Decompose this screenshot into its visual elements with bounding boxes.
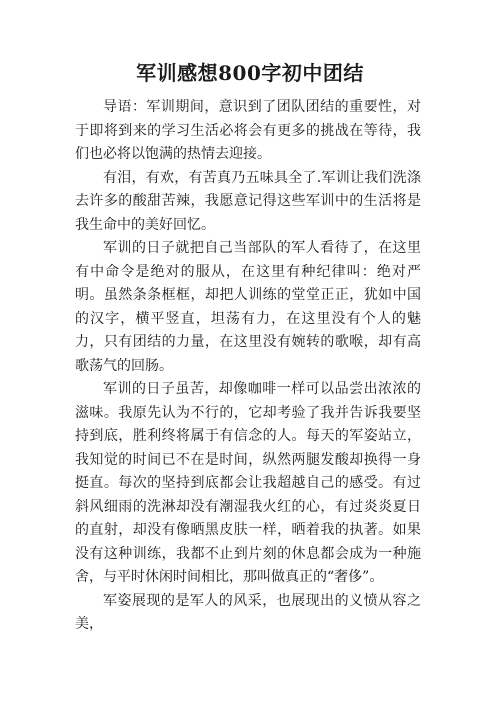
paragraph: 导语：军训期间，意识到了团队团结的重要性，对于即将到来的学习生活必将会有更多的挑战在等待，我们也必将以饱满的热情去迎接。 — [75, 99, 421, 162]
paragraph: 军训的日子虽苦，却像咖啡一样可以品尝出浓浓的滋味。我原先认为不行的，它却考验了我并告诉我要坚持到底，胜利终将属于有信念的人。每天的军姿站立，我知觉的时间已不在是时间，纵然两腿发酸却换得一身挺直。每次的坚持到底都会让我超越自己的感受。有过斜风细雨的洗淋却没有潮湿我火红的心，有过炎炎夏日的直射，却没有像晒黑皮肤一样，晒着我的执著。如果没有这种训练，我都不止到片刻的休息都会成为一种施舍，与平时休闲时间相比，那叫做真正的“奢侈”。 — [75, 381, 421, 585]
paragraph: 军姿展现的是军人的风采，也展现出的义愤从容之美， — [75, 592, 421, 632]
document-title: 军训感想800字初中团结 — [136, 61, 364, 85]
paragraph: 军训的日子就把自己当部队的军人看待了，在这里有中命令是绝对的服从，在这里有种纪律叫：绝对严明。虽然条条框框，却把人训练的堂堂正正，犹如中国的汉字，横平竖直，坦荡有力，在这里没有个人的魅力，只有团结的力量，在这里没有婉转的歌喉，却有高歌荡气的回肠。 — [75, 240, 421, 374]
paragraph: 有泪，有欢，有苦真乃五味具全了.军训让我们洗涤去许多的酸甜苦辣，我愿意记得这些军训中的生活将是我生命中的美好回忆。 — [75, 169, 421, 233]
document-body — [75, 96, 421, 637]
